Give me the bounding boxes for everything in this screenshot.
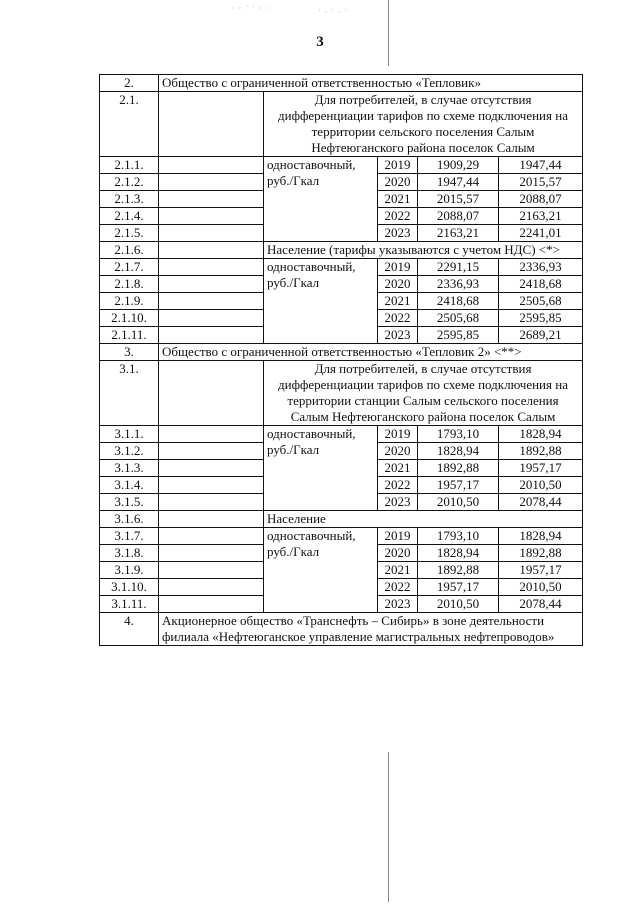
section-row — [100, 344, 583, 361]
blank-cell — [159, 426, 264, 443]
row-number: 3.1.4. — [100, 477, 159, 494]
row-number: 2.1.9. — [100, 293, 159, 310]
year-cell: 2023 — [378, 327, 418, 344]
group-header-row — [100, 92, 583, 157]
blank-cell — [159, 562, 264, 579]
blank-cell — [159, 92, 264, 157]
year-cell: 2021 — [378, 460, 418, 477]
section-number: 2. — [100, 75, 159, 92]
tariff-first-half: 2418,68 — [418, 293, 499, 310]
tariff-second-half: 2689,21 — [499, 327, 583, 344]
tariff-second-half: 2010,50 — [499, 579, 583, 596]
year-cell: 2022 — [378, 579, 418, 596]
blank-cell — [159, 208, 264, 225]
group-title: Население (тарифы указываются с учетом НДС) <*> — [264, 242, 583, 259]
blank-cell — [159, 511, 264, 528]
row-number: 3.1.1. — [100, 426, 159, 443]
tariff-second-half: 1957,17 — [499, 562, 583, 579]
tariff-second-half: 1828,94 — [499, 528, 583, 545]
tariff-second-half: 1947,44 — [499, 157, 583, 174]
tariff-first-half: 2010,50 — [418, 494, 499, 511]
year-cell: 2020 — [378, 174, 418, 191]
blank-cell — [159, 225, 264, 242]
scan-artifact-line — [388, 0, 389, 66]
row-number: 2.1.8. — [100, 276, 159, 293]
blank-cell — [159, 460, 264, 477]
row-number: 2.1.5. — [100, 225, 159, 242]
blank-cell — [159, 157, 264, 174]
tariff-type: одноставочный, руб./Гкал — [264, 426, 378, 511]
tariff-type: одноставочный, руб./Гкал — [264, 259, 378, 344]
tariff-first-half: 2505,68 — [418, 310, 499, 327]
section-number: 4. — [100, 613, 159, 646]
group-header-row — [100, 242, 583, 259]
year-cell: 2019 — [378, 528, 418, 545]
tariff-second-half: 2010,50 — [499, 477, 583, 494]
row-number: 2.1.1. — [100, 157, 159, 174]
tariff-second-half: 2163,21 — [499, 208, 583, 225]
tariff-table — [99, 74, 583, 646]
table-row — [100, 528, 583, 545]
scan-artifact-line — [388, 752, 389, 902]
year-cell: 2019 — [378, 157, 418, 174]
scan-artifact-smudge: · · ˙ ˙ · · — [232, 4, 269, 13]
section-number: 3. — [100, 344, 159, 361]
group-title: Для потребителей, в случае отсутствия дифференциации тарифов по схеме подключения на территории станции Салым сельского поселения Салым Нефтеюганского района поселок Салым — [264, 361, 583, 426]
tariff-second-half: 1828,94 — [499, 426, 583, 443]
tariff-first-half: 1957,17 — [418, 477, 499, 494]
row-number: 2.1.7. — [100, 259, 159, 276]
row-number: 2.1.3. — [100, 191, 159, 208]
tariff-second-half: 2418,68 — [499, 276, 583, 293]
blank-cell — [159, 579, 264, 596]
tariff-first-half: 2291,15 — [418, 259, 499, 276]
tariff-first-half: 1909,29 — [418, 157, 499, 174]
blank-cell — [159, 545, 264, 562]
group-header-row — [100, 361, 583, 426]
section-title: Общество с ограниченной ответственностью «Тепловик» — [159, 75, 583, 92]
year-cell: 2020 — [378, 545, 418, 562]
blank-cell — [159, 242, 264, 259]
section-row — [100, 613, 583, 646]
year-cell: 2022 — [378, 208, 418, 225]
tariff-first-half: 2595,85 — [418, 327, 499, 344]
year-cell: 2021 — [378, 562, 418, 579]
year-cell: 2023 — [378, 494, 418, 511]
tariff-second-half: 2505,68 — [499, 293, 583, 310]
blank-cell — [159, 191, 264, 208]
tariff-first-half: 1947,44 — [418, 174, 499, 191]
tariff-second-half: 1892,88 — [499, 443, 583, 460]
table-row — [100, 157, 583, 174]
row-number: 3.1.7. — [100, 528, 159, 545]
tariff-first-half: 1793,10 — [418, 528, 499, 545]
tariff-second-half: 2241,01 — [499, 225, 583, 242]
tariff-first-half: 1793,10 — [418, 426, 499, 443]
tariff-first-half: 1828,94 — [418, 443, 499, 460]
blank-cell — [159, 477, 264, 494]
blank-cell — [159, 361, 264, 426]
tariff-type: одноставочный, руб./Гкал — [264, 157, 378, 242]
row-number: 2.1.11. — [100, 327, 159, 344]
tariff-first-half: 1957,17 — [418, 579, 499, 596]
blank-cell — [159, 494, 264, 511]
tariff-first-half: 2163,21 — [418, 225, 499, 242]
section-row — [100, 75, 583, 92]
group-number: 3.1. — [100, 361, 159, 426]
year-cell: 2023 — [378, 225, 418, 242]
row-number: 3.1.8. — [100, 545, 159, 562]
year-cell: 2022 — [378, 310, 418, 327]
year-cell: 2021 — [378, 191, 418, 208]
section-title: Общество с ограниченной ответственностью «Тепловик 2» <**> — [159, 344, 583, 361]
scan-artifact-smudge: ˙ · ˙ · ˙ — [318, 8, 349, 17]
table-row — [100, 259, 583, 276]
blank-cell — [159, 259, 264, 276]
row-number: 2.1.2. — [100, 174, 159, 191]
tariff-first-half: 1892,88 — [418, 562, 499, 579]
tariff-first-half: 2336,93 — [418, 276, 499, 293]
tariff-second-half: 2015,57 — [499, 174, 583, 191]
blank-cell — [159, 276, 264, 293]
tariff-second-half: 2088,07 — [499, 191, 583, 208]
year-cell: 2020 — [378, 276, 418, 293]
tariff-second-half: 2336,93 — [499, 259, 583, 276]
year-cell: 2023 — [378, 596, 418, 613]
blank-cell — [159, 528, 264, 545]
tariff-first-half: 2010,50 — [418, 596, 499, 613]
group-header-row — [100, 511, 583, 528]
blank-cell — [159, 327, 264, 344]
group-number: 2.1. — [100, 92, 159, 157]
tariff-second-half: 1892,88 — [499, 545, 583, 562]
tariff-first-half: 2015,57 — [418, 191, 499, 208]
group-title: Население — [264, 511, 583, 528]
year-cell: 2020 — [378, 443, 418, 460]
blank-cell — [159, 310, 264, 327]
blank-cell — [159, 174, 264, 191]
group-number: 2.1.6. — [100, 242, 159, 259]
tariff-type: одноставочный, руб./Гкал — [264, 528, 378, 613]
group-title: Для потребителей, в случае отсутствия дифференциации тарифов по схеме подключения на территории сельского поселения Салым Нефтеюганского района поселок Салым — [264, 92, 583, 157]
group-number: 3.1.6. — [100, 511, 159, 528]
tariff-first-half: 1828,94 — [418, 545, 499, 562]
row-number: 3.1.11. — [100, 596, 159, 613]
year-cell: 2019 — [378, 426, 418, 443]
tariff-second-half: 2078,44 — [499, 494, 583, 511]
year-cell: 2022 — [378, 477, 418, 494]
row-number: 2.1.10. — [100, 310, 159, 327]
row-number: 2.1.4. — [100, 208, 159, 225]
blank-cell — [159, 596, 264, 613]
tariff-first-half: 2088,07 — [418, 208, 499, 225]
year-cell: 2021 — [378, 293, 418, 310]
table-row — [100, 426, 583, 443]
row-number: 3.1.3. — [100, 460, 159, 477]
row-number: 3.1.2. — [100, 443, 159, 460]
row-number: 3.1.10. — [100, 579, 159, 596]
tariff-second-half: 2078,44 — [499, 596, 583, 613]
blank-cell — [159, 293, 264, 310]
section-title: Акционерное общество «Транснефть – Сибирь» в зоне деятельности филиала «Нефтеюганское управление магистральных нефтепроводов» — [159, 613, 583, 646]
tariff-first-half: 1892,88 — [418, 460, 499, 477]
row-number: 3.1.9. — [100, 562, 159, 579]
tariff-second-half: 1957,17 — [499, 460, 583, 477]
blank-cell — [159, 443, 264, 460]
tariff-second-half: 2595,85 — [499, 310, 583, 327]
row-number: 3.1.5. — [100, 494, 159, 511]
year-cell: 2019 — [378, 259, 418, 276]
page-number: 3 — [316, 34, 324, 50]
